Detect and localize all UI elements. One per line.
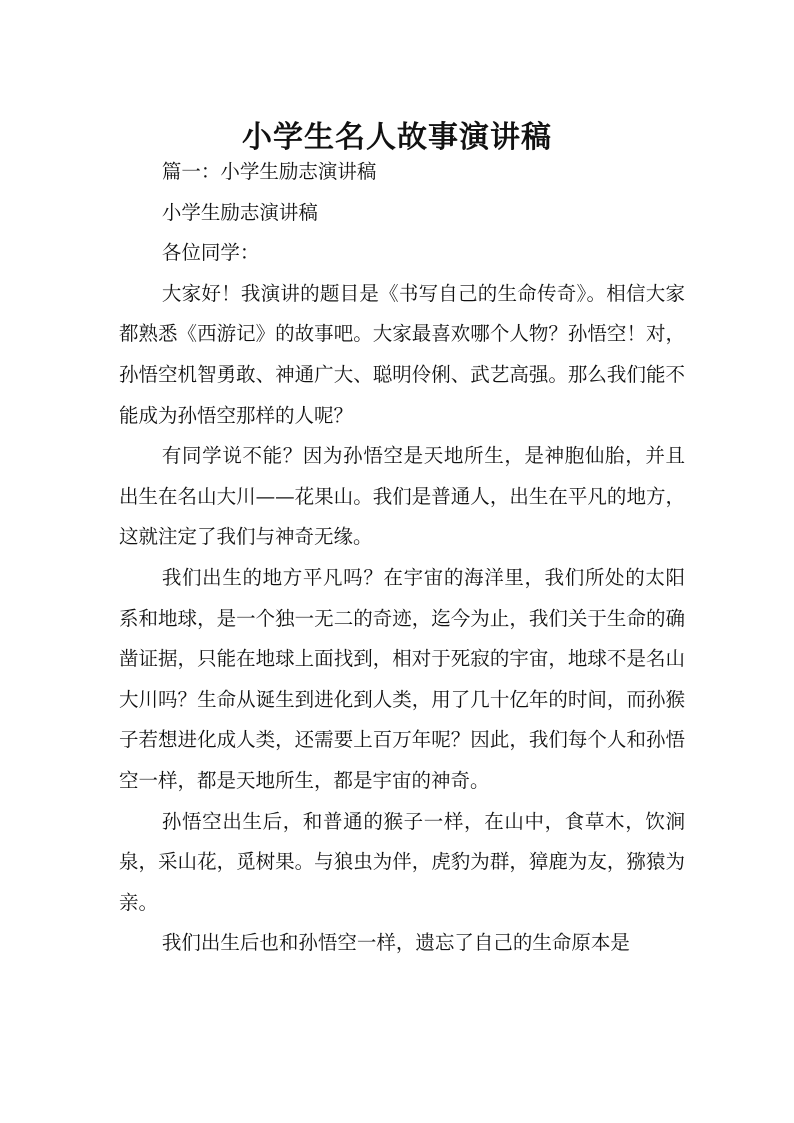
document-body [119, 152, 685, 964]
paragraph: 孙悟空出生后，和普通的猴子一样，在山中，食草木，饮涧泉，采山花，觅树果。与狼虫为伴，虎豹为群，獐鹿为友，猕猿为亲。 [119, 809, 685, 914]
paragraph: 有同学说不能？因为孙悟空是天地所生，是神胞仙胎，并且出生在名山大川——花果山。我们是普通人，出生在平凡的地方，这就注定了我们与神奇无缘。 [119, 444, 685, 549]
document-title: 小学生名人故事演讲稿 [242, 120, 552, 156]
greeting-line: 各位同学： [161, 241, 260, 265]
paragraph: 我们出生后也和孙悟空一样，遗忘了自己的生命原本是 [161, 931, 630, 955]
paragraph: 大家好！我演讲的题目是《书写自己的生命传奇》。相信大家都熟悉《西游记》的故事吧。大家最喜欢哪个人物？孙悟空！对，孙悟空机智勇敢、神通广大、聪明伶俐、武艺高强。那么我们能不能成为孙悟空那样的人呢？ [119, 281, 685, 427]
paragraph: 我们出生的地方平凡吗？在宇宙的海洋里，我们所处的太阳系和地球，是一个独一无二的奇迹，迄今为止，我们关于生命的确凿证据，只能在地球上面找到，相对于死寂的宇宙，地球不是名山大川吗？生命从诞生到进化到人类，用了几十亿年的时间，而孙猴子若想进化成人类，还需要上百万年呢？因此，我们每个人和孙悟空一样，都是天地所生，都是宇宙的神奇。 [119, 565, 685, 792]
speech-subtitle: 小学生励志演讲稿 [161, 200, 318, 224]
section-heading: 篇一：小学生励志演讲稿 [161, 160, 377, 183]
